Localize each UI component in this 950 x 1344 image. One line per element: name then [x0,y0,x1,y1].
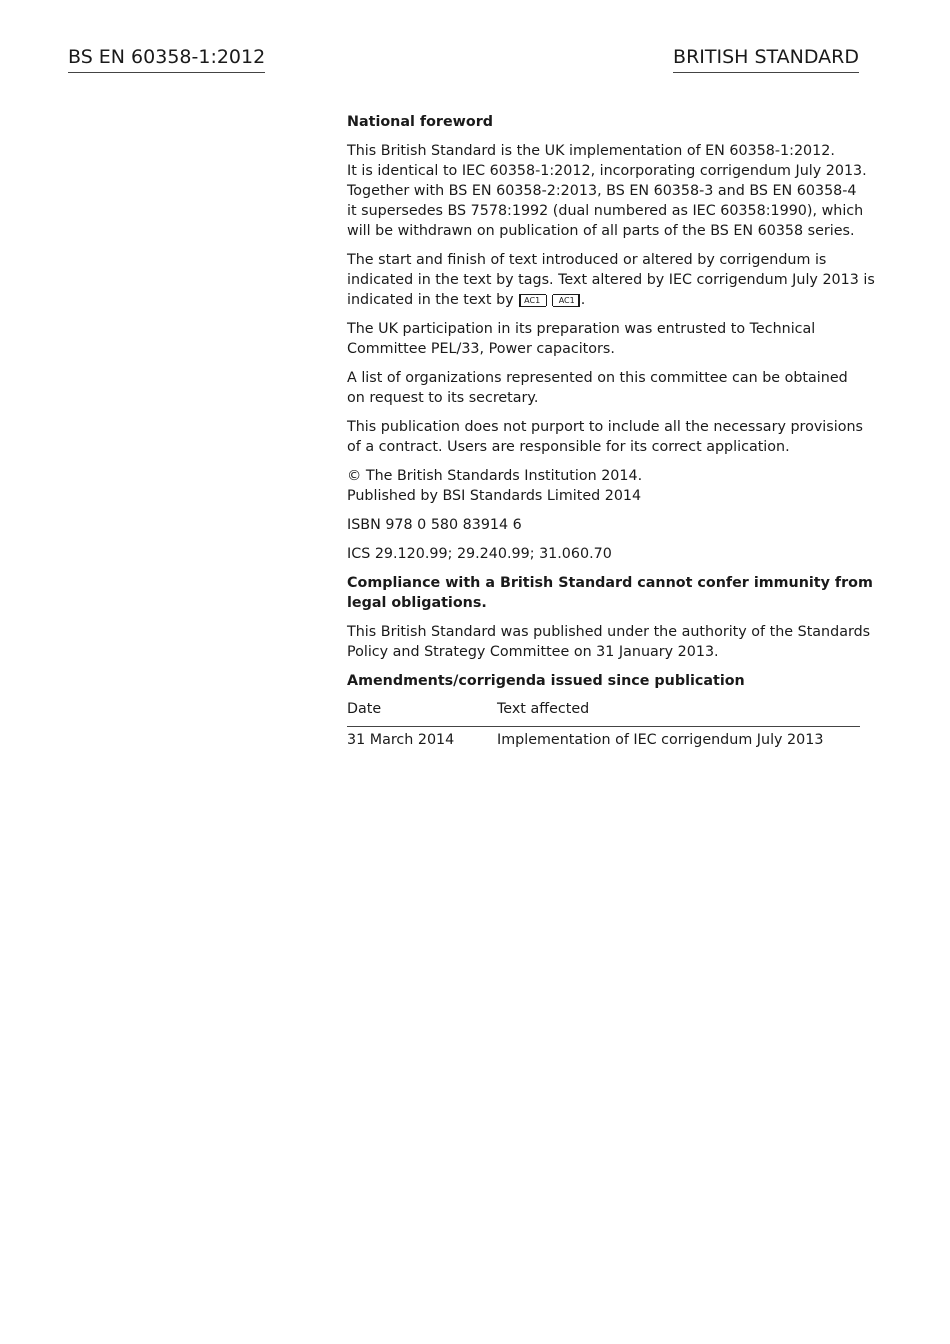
copyright-paragraph [347,466,860,506]
paragraph-line: on request to its secretary. [347,390,539,406]
paragraph-line: indicated in the text by tags. Text altered by IEC corrigendum July 2013 is [347,272,875,288]
paragraph-line: It is identical to IEC 60358-1:2012, incorporating corrigendum July 2013. [347,163,867,179]
paragraph-line: Compliance with a British Standard cannot confer immunity from [347,575,873,591]
paragraph-line: of a contract. Users are responsible for its correct application. [347,439,790,455]
text-affected-column-header: Text affected [497,699,860,727]
corrigendum-end-tag: AC1 [553,294,580,307]
document-id-header: BS EN 60358-1:2012 [68,44,265,73]
paragraph-line: Committee PEL/33, Power capacitors. [347,341,615,357]
table-header-row [347,699,860,727]
paragraph-line: This British Standard is the UK implementation of EN 60358-1:2012. [347,143,835,159]
paragraph-line: Policy and Strategy Committee on 31 January 2013. [347,644,719,660]
organizations-paragraph [347,368,860,408]
paragraph-line: will be withdrawn on publication of all parts of the BS EN 60358 series. [347,223,855,239]
committee-paragraph [347,319,860,359]
paragraph-line: Together with BS EN 60358-2:2013, BS EN 60358-3 and BS EN 60358-4 [347,183,857,199]
corrigendum-start-tag: AC1 [519,294,546,307]
amendments-title: Amendments/corrigenda issued since publication [347,673,745,689]
date-column-header: Date [347,699,497,727]
amendment-date: 31 March 2014 [347,732,455,748]
paragraph-line: This publication does not purport to include all the necessary provisions [347,419,863,435]
paragraph-line: legal obligations. [347,595,487,611]
paragraph-line: A list of organizations represented on this committee can be obtained [347,370,848,386]
amendment-text-affected: Implementation of IEC corrigendum July 2013 [497,732,824,748]
table-row [347,727,860,751]
authority-paragraph [347,622,871,662]
tag-sentence-prefix: indicated in the text by [347,292,514,308]
paragraph-line: Published by BSI Standards Limited 2014 [347,488,642,504]
corrigendum-tags-paragraph [347,250,875,310]
paragraph-line: © The British Standards Institution 2014. [347,468,643,484]
implementation-paragraph [347,141,867,241]
tag-sentence-suffix: . [580,292,586,308]
paragraph-line [347,290,860,310]
paragraph-line: it supersedes BS 7578:1992 (dual numbered as IEC 60358:1990), which [347,203,864,219]
contract-provisions-paragraph [347,417,863,457]
foreword-title: National foreword [347,114,493,130]
paragraph-line: The start and finish of text introduced or altered by corrigendum is [347,252,827,268]
british-standard-header: BRITISH STANDARD [673,44,859,73]
ics-codes: ICS 29.120.99; 29.240.99; 31.060.70 [347,546,612,562]
compliance-notice [347,573,873,613]
amendments-table [347,699,860,750]
isbn: ISBN 978 0 580 83914 6 [347,517,522,533]
national-foreword-section [347,112,875,750]
paragraph-line: This British Standard was published under the authority of the Standards [347,624,871,640]
paragraph-line: The UK participation in its preparation was entrusted to Technical [347,321,816,337]
